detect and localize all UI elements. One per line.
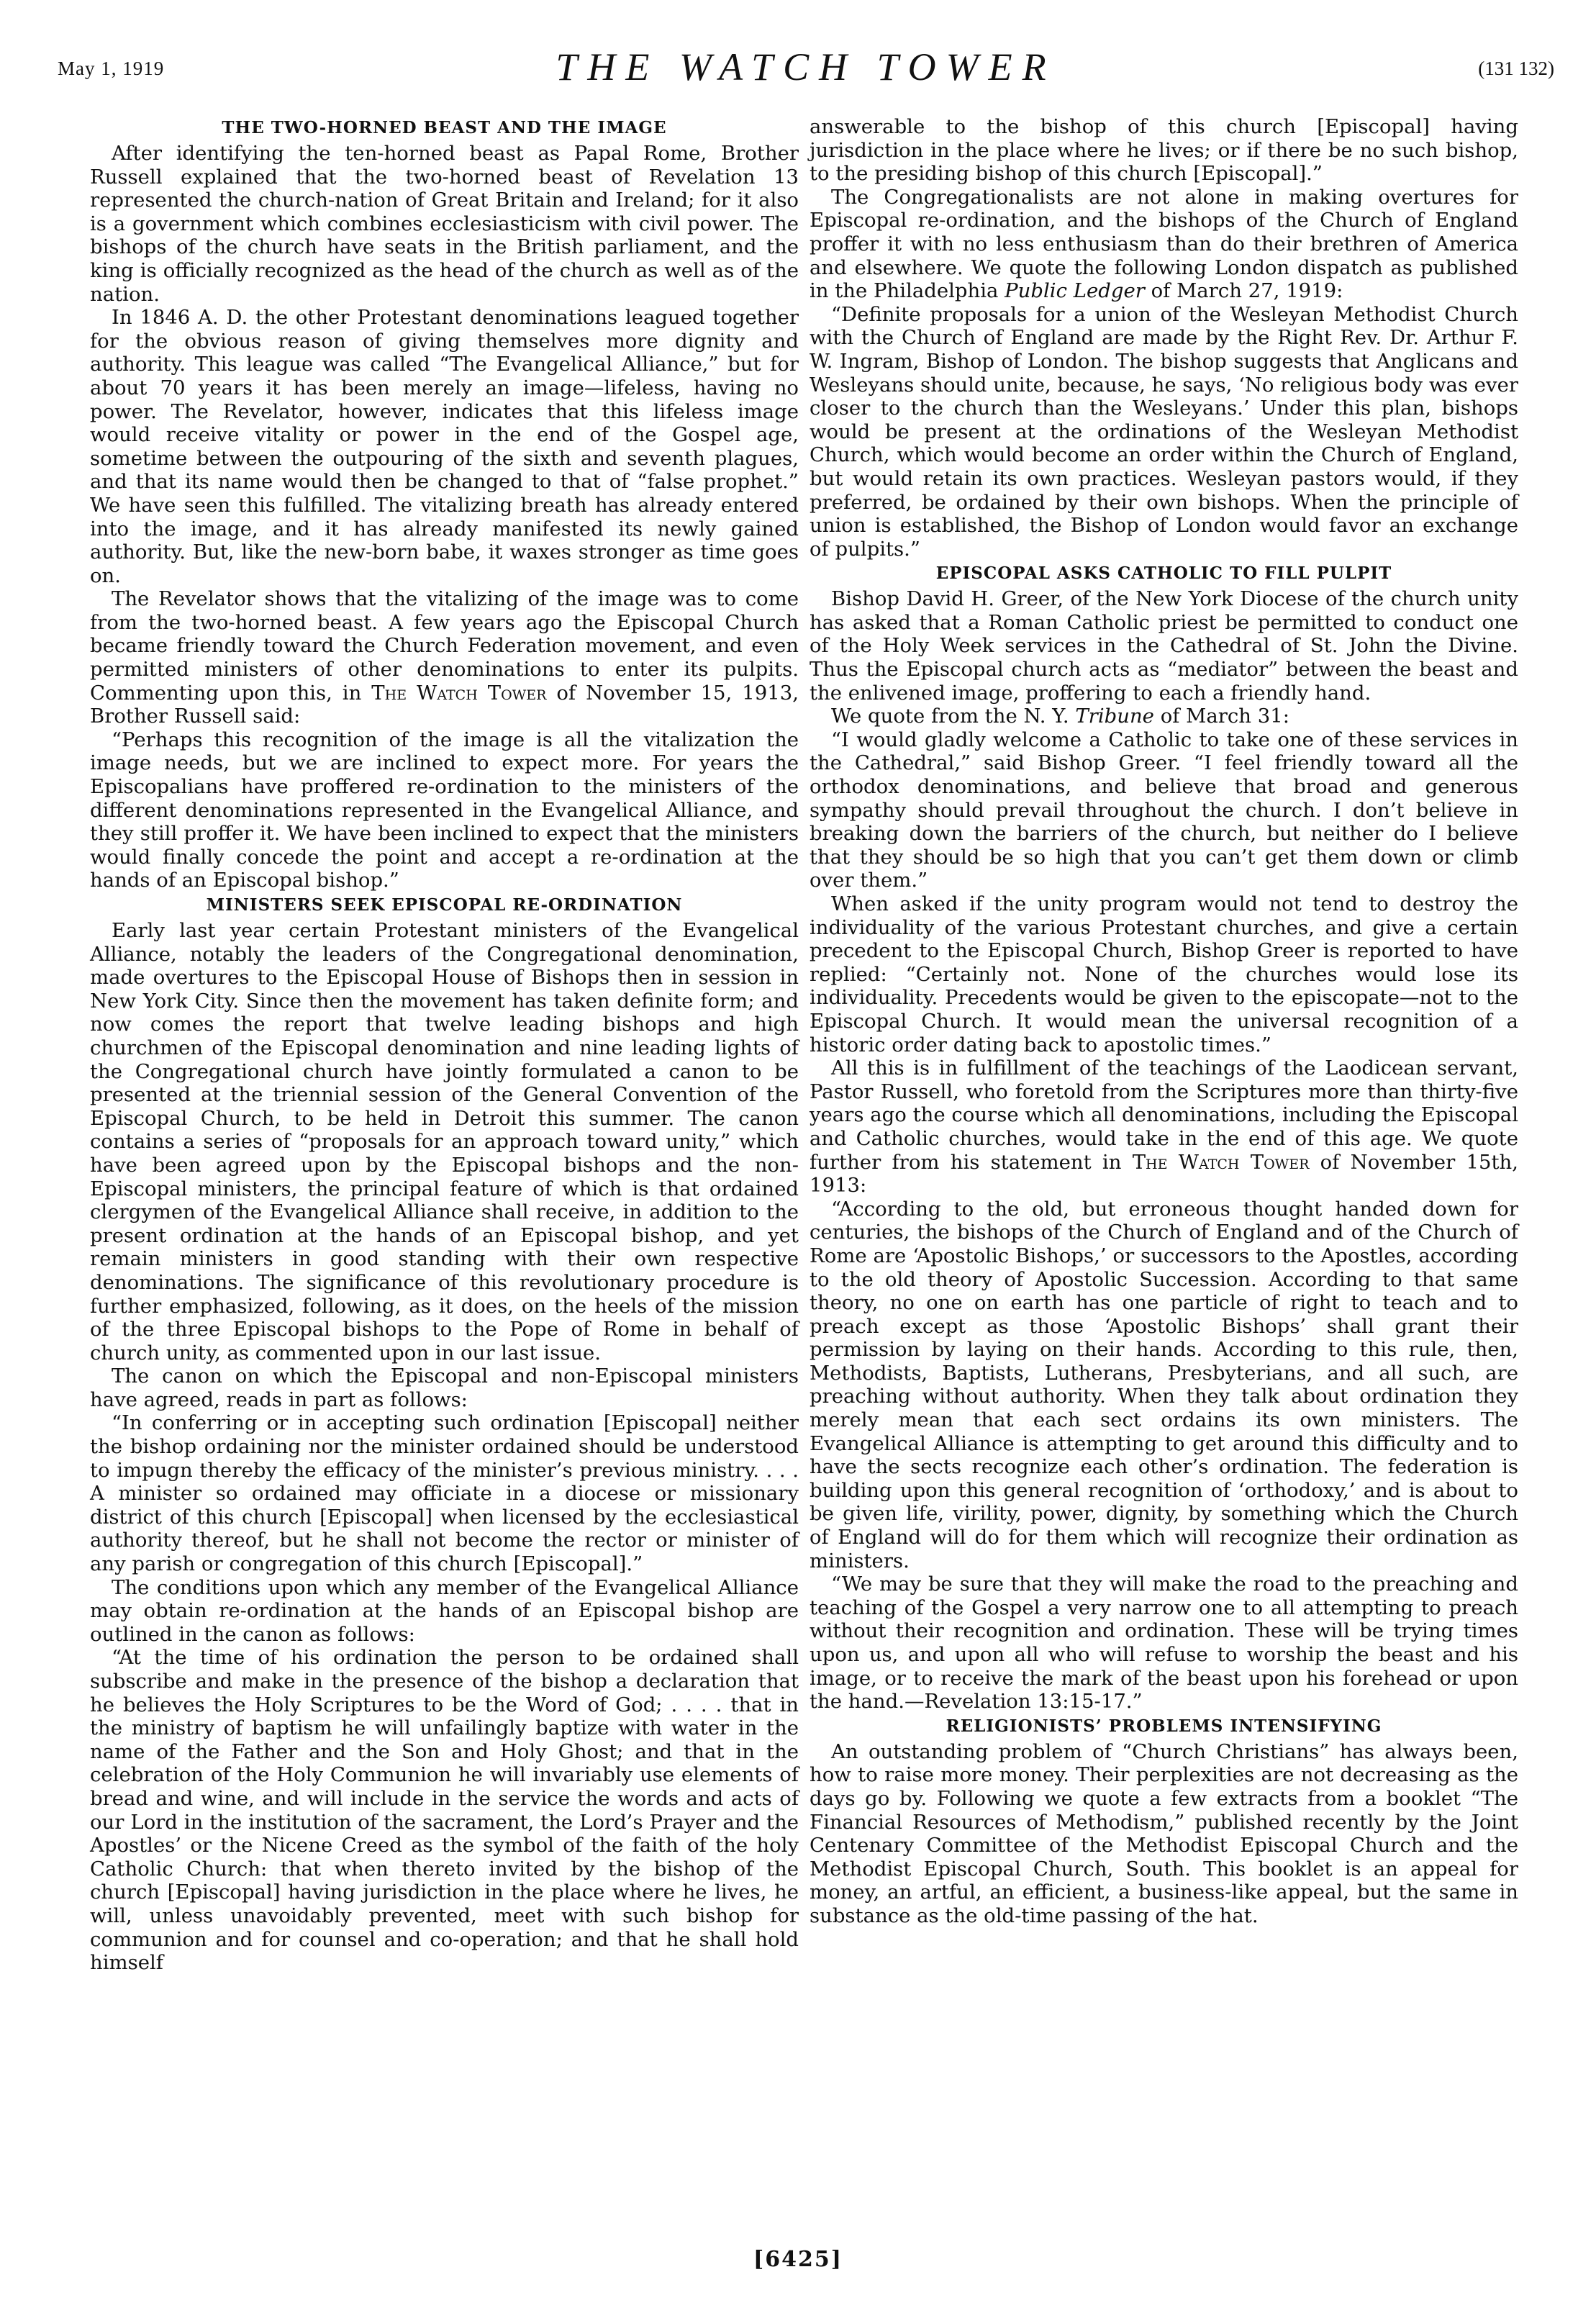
section-heading: RELIGIONISTS’ PROBLEMS INTENSIFYING — [946, 1716, 1382, 1736]
section-heading: MINISTERS SEEK EPISCOPAL RE-ORDINATION — [206, 895, 683, 915]
text-run: The Congregationalists are not alone in making overtures for Episcopal re-ordination, and the bishops of the Church of England proffer it with no less enthusiasm than do their brethren of America and elsewhere. We quote the following London dispatch as published in the Philadelphia — [810, 185, 1518, 303]
publication-name: The Watch Tower — [1132, 1150, 1310, 1174]
quotation: “I would gladly welcome a Catholic to take one of these services in the Cathedral,” said Bishop Greer. “I feel friendly toward all the orthodox denominations, and believe that broad and generous sympathy should prevail throughout the church. I don’t believe in breaking down the barriers of the church, but neither do I believe that they should be so high that you can’t get them down or climb over them.” — [810, 728, 1518, 892]
paragraph — [810, 1056, 1518, 1198]
page-number: [6425] — [753, 2247, 843, 2272]
quotation: “At the time of his ordination the person to be ordained shall subscribe and make in the presence of the bishop a declaration that he believes the Holy Scriptures to be the Word of God; . . . . that in the ministry of baptism he will unfailingly baptize with water in the name of the Father and the Son and Holy Ghost; and that in the celebration of the Holy Communion he will invariably use elements of bread and wine, and will include in the service the words and acts of our Lord in the institution of the sacrament, the Lord’s Prayer and the Apostles’ or the Nicene Creed as the symbol of the faith of the holy Catholic Church: that when thereto invited by the bishop of the church [Episcopal] having jurisdiction in the place where he lives, he will, unless unavoidably prevented, meet with such bishop for communion and for counsel and co-operation; and that he shall hold himself — [90, 1646, 799, 1975]
quotation: “According to the old, but erroneous thought handed down for centuries, the bishops of the Church of England and of the Church of Rome are ‘Apostolic Bishops,’ or successors to the Apostles, according to the old theory of Apostolic Succession. According to that same theory, no one on earth has one particle of right to teach and to preach except as those ‘Apostolic Bishops’ shall grant their permission by laying on their hands. According to this rule, then, Methodists, Baptists, Lutherans, Presbyterians, and all such, are preaching without authority. When they talk about ordination they merely mean that each sect ordains its own ministers. The Evangelical Alliance is attempting to get around this difficulty and to have the sects recognize each other’s ordination. The federation is building upon this general recognition of ‘orthodoxy,’ and is about to be given life, virility, power, dignity, by something which the Church of England will do for them which will recognize their ordination as ministers. — [810, 1197, 1518, 1572]
paragraph — [90, 587, 799, 728]
text-run: of March 31: — [1160, 705, 1289, 728]
text-run: We quote from the N. Y. — [831, 705, 1069, 728]
text-run: All this is in fulfillment of the teachings of the Laodicean servant, Pastor Russell, who foretold from the Scriptures more than thirty-five years ago the course which all denominations, including the Episcopal and Catholic churches, would take in the end of this age. We quote further from his statement in — [810, 1056, 1518, 1174]
paragraph: An outstanding problem of “Church Christians” has always been, how to raise more money. Their perplexities are not decreasing as the days go by. Following we quote a few extracts from a booklet “The Financial Resources of Methodism,” published recently by the Joint Centenary Committee of the Methodist Episcopal Church and the Methodist Episcopal Church, South. This booklet is an appeal for money, an artful, an efficient, a business-like appeal, but the same in substance as the old-time passing of the hat. — [810, 1739, 1518, 1927]
text-run: of November 15th, 1913: — [810, 1150, 1518, 1198]
quotation: “Definite proposals for a union of the Wesleyan Methodist Church with the Church of England are made by the Right Rev. Dr. Arthur F. W. Ingram, Bishop of London. The bishop suggests that Anglicans and Wesleyans should unite, because, he says, ‘No religious body was ever closer to the church than the Wesleyans.’ Under this plan, bishops would be present at the ordinations of the Wesleyan Methodist Church, which would become an order within the Church of England, but would retain its own practices. Wesleyan pastors would, if they preferred, be ordained by their own bishops. When the principle of union is established, the Bishop of London would favor an exchange of pulpits.” — [810, 302, 1518, 561]
text-run: of March 27, 1919: — [1151, 279, 1343, 303]
publication-name: Public Ledger — [1005, 279, 1145, 303]
paragraph: After identifying the ten-horned beast as Papal Rome, Brother Russell explained that the two-horned beast of Revelation 13 represented the church-nation of Great Britain and Ireland; for it also is a government which combines ecclesiasticism with civil power. The bishops of the church have seats in the British parliament, and the king is officially recognized as the head of the church as well as of the nation. — [90, 142, 799, 306]
left-column — [90, 115, 799, 1975]
paragraph: In 1846 A. D. the other Protestant denominations leagued together for the obvious reason of giving themselves more dignity and authority. This league was called “The Evangelical Alliance,” but for about 70 years it has been merely an image—lifeless, having no power. The Revelator, however, indicates that this lifeless image would receive vitality or power in the end of the Gospel age, sometime between the outpouring of the sixth and seventh plagues, and that its name would then be changed to that of “false prophet.” We have seen this fulfilled. The vitalizing breath has already entered into the image, and it has already manifested its newly gained authority. But, like the new-born babe, it waxes stronger as time goes on. — [90, 306, 799, 587]
paragraph: Bishop David H. Greer, of the New York Diocese of the church unity has asked that a Roman Catholic priest be permitted to conduct one of the Holy Week services in the Cathedral of St. John the Divine. Thus the Episcopal church acts as “mediator” between the beast and the enlivened image, proffering to each a friendly hand. — [810, 587, 1518, 705]
page-header — [58, 45, 1554, 95]
publication-name: Tribune — [1075, 705, 1154, 728]
quotation: “Perhaps this recognition of the image is all the vitalization the image needs, but we are inclined to expect more. For years the Episcopalians have proffered re-ordination to the ministers of the different denominations represented in the Evangelical Alliance, and they still proffer it. We have been inclined to expect that the ministers would finally concede the point and accept a re-ordination at the hands of an Episcopal bishop.” — [90, 728, 799, 892]
paragraph: The conditions upon which any member of the Evangelical Alliance may obtain re-ordination at the hands of an Episcopal bishop are outlined in the canon as follows: — [90, 1575, 799, 1646]
section-heading: EPISCOPAL ASKS CATHOLIC TO FILL PULPIT — [935, 564, 1392, 584]
paragraph: Early last year certain Protestant ministers of the Evangelical Alliance, notably the leaders of the Congregational denomination, made overtures to the Episcopal House of Bishops then in session in New York City. Since then the movement has taken definite form; and now comes the report that twelve leading bishops and high churchmen of the Episcopal denomination and nine leading lights of the Congregational church have jointly formulated a canon to be presented at the triennial session of the General Convention of the Episcopal Church, to be held in Detroit this summer. The canon contains a series of “proposals for an approach toward unity,” which have been agreed upon by the Episcopal bishops and the non-Episcopal ministers, the principal feature of which is that ordained clergymen of the Evangelical Alliance shall receive, in addition to the present ordination at the hands of an Episcopal bishop, and yet remain ministers in good standing with their own respective denominations. The significance of this revolutionary procedure is further emphasized, following, as it does, on the heels of the mission of the three Episcopal bishops to the Pope of Rome in behalf of church unity, as commented upon in our last issue. — [90, 919, 799, 1365]
right-column — [810, 115, 1518, 1928]
paragraph — [810, 186, 1518, 303]
quotation: “We may be sure that they will make the road to the preaching and teaching of the Gospel a very narrow one to all attempting to preach without their recognition and ordination. These will be trying times upon us, and upon all who will refuse to worship the beast and his image, or to receive the mark of the beast upon his forehead or upon the hand.—Revelation 13:15-17.” — [810, 1572, 1518, 1714]
quotation: “In conferring or in accepting such ordination [Episcopal] neither the bishop ordaining nor the minister ordained should be understood to impugn thereby the efficacy of the minister’s previous ministry. . . . A minister so ordained may officiate in a diocese or missionary district of this church [Episcopal] when licensed by the ecclesiastical authority thereof, but he shall not become the rector or minister of any parish or congregation of this church [Episcopal].” — [90, 1411, 799, 1576]
paragraph: The canon on which the Episcopal and non-Episcopal ministers have agreed, reads in part as follows: — [90, 1365, 799, 1411]
text-run: The Revelator shows that the vitalizing of the image was to come from the two-horned beast. A few years ago the Episcopal Church became friendly toward the Church Federation movement, and even permitted ministers of other denominations to enter its pulpits. Commenting upon this, in — [90, 587, 799, 705]
text-run: of November 15, 1913, Brother Russell said: — [90, 681, 799, 728]
issue-date: May 1, 1919 — [58, 58, 165, 79]
paragraph — [810, 705, 1518, 728]
journal-title: THE WATCH TOWER — [556, 45, 1056, 89]
quotation-continued: answerable to the bishop of this church [Episcopal] having jurisdiction in the place where he lives; or if there be no such bishop, to the presiding bishop of this church [Episcopal].” — [810, 115, 1518, 186]
section-heading: THE TWO-HORNED BEAST AND THE IMAGE — [222, 118, 667, 137]
publication-name: The Watch Tower — [371, 681, 547, 705]
paragraph: When asked if the unity program would not tend to destroy the individuality of the various Protestant churches, and give a certain precedent to the Episcopal Church, Bishop Greer is reported to have replied: “Certainly not. None of the churches would lose its individuality. Precedents would be given to the episcopate—not to the Episcopal Church. It would mean the universal recognition of a historic order dating back to apostolic times.” — [810, 892, 1518, 1056]
page-range: (131 132) — [1478, 58, 1554, 79]
